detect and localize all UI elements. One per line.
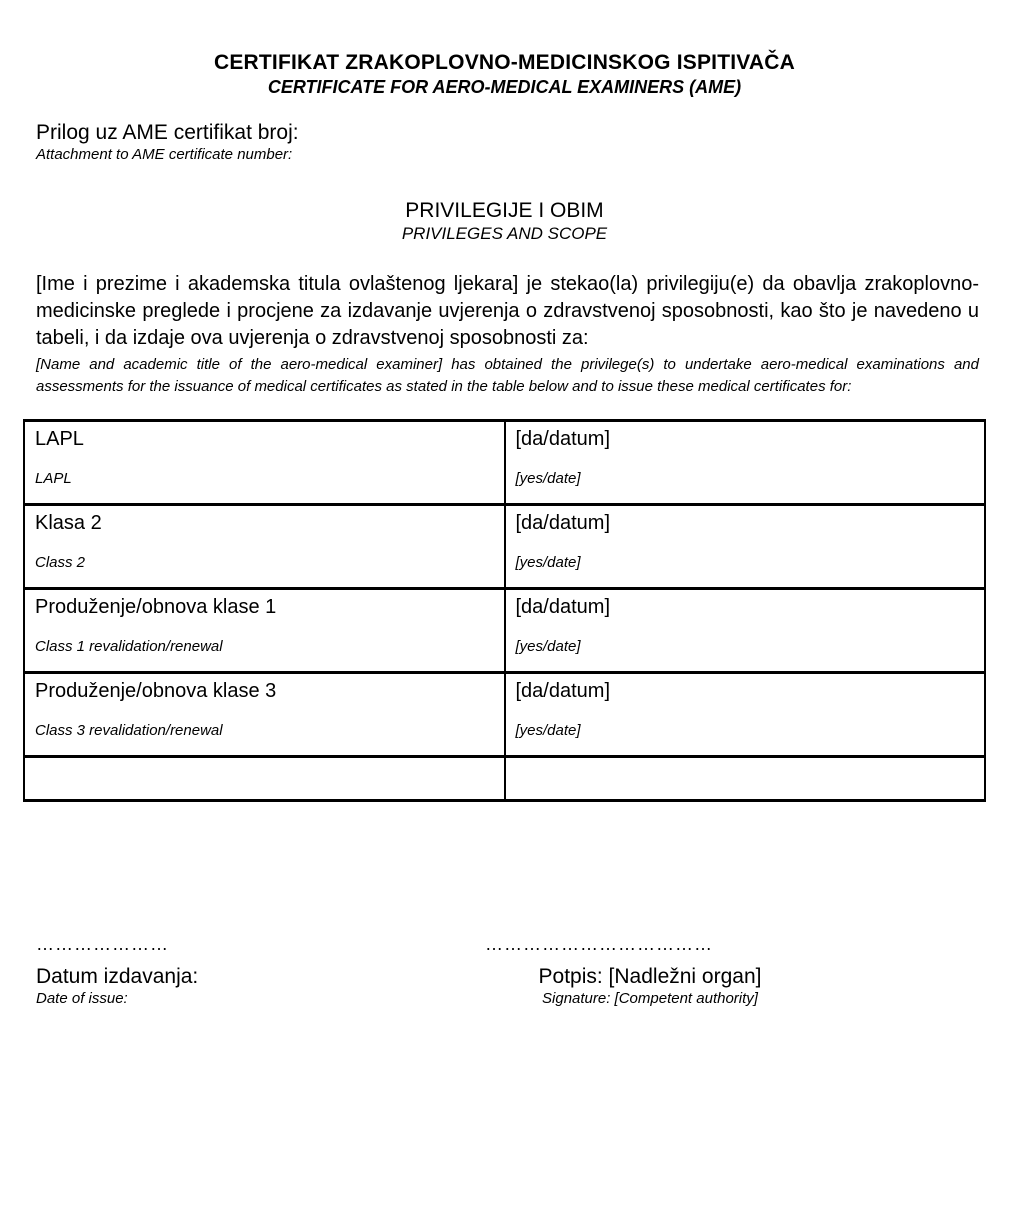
signature-label: Potpis: [Nadležni organ] bbox=[538, 965, 762, 988]
date-of-issue-label-en: Date of issue: bbox=[36, 990, 128, 1007]
privilege-label-en: Class 1 revalidation/renewal bbox=[35, 638, 223, 655]
privilege-label: Produženje/obnova klase 1 bbox=[35, 596, 277, 618]
section-title: PRIVILEGIJE I OBIM bbox=[405, 199, 604, 222]
value-label: [da/datum] bbox=[515, 428, 611, 450]
value-label-en: [yes/date] bbox=[515, 554, 581, 571]
privilege-cell bbox=[24, 421, 505, 505]
intro-paragraph-en: [Name and academic title of the aero-medical examiner] has obtained the privilege(s) to undertake aero-medical examinations and assessments for the issuance of medical certificates as stated in the table below and to issue these medical certificates for: bbox=[36, 356, 979, 395]
intro-paragraph: [Ime i prezime i akademska titula ovlaštenog ljekara] je stekao(la) privilegiju(e) da obavlja zrakoplovno-medicinske preglede i procjene za izdavanje uvjerenja o zdravstvenoj sposobnosti, kao što je navedeno u tabeli, i da izdaje ova uvjerenja o zdravstvenoj sposobnosti za: bbox=[36, 273, 979, 349]
document-header bbox=[0, 0, 1009, 98]
privileges-section-heading bbox=[0, 198, 1009, 244]
date-dots-line: ………………… bbox=[36, 934, 169, 954]
signature-label-en: Signature: [Competent authority] bbox=[542, 990, 758, 1007]
section-title-en: PRIVILEGES AND SCOPE bbox=[401, 224, 608, 243]
privilege-label-en: Class 3 revalidation/renewal bbox=[35, 722, 223, 739]
table-row-lapl bbox=[24, 421, 985, 505]
privilege-label: LAPL bbox=[35, 428, 84, 450]
privilege-cell bbox=[24, 757, 505, 801]
value-label-en: [yes/date] bbox=[515, 638, 581, 655]
privilege-cell bbox=[24, 505, 505, 589]
attachment-number-label-en: Attachment to AME certificate number: bbox=[36, 146, 293, 163]
document-title: CERTIFIKAT ZRAKOPLOVNO-MEDICINSKOG ISPITIVAČA bbox=[213, 51, 796, 74]
value-label: [da/datum] bbox=[515, 680, 611, 702]
value-label-en: [yes/date] bbox=[515, 722, 581, 739]
privilege-label-en: Class 2 bbox=[35, 554, 86, 571]
privileges-table bbox=[23, 419, 986, 802]
attachment-number-label: Prilog uz AME certifikat broj: bbox=[36, 121, 299, 144]
attachment-number-block bbox=[36, 120, 979, 164]
value-label: [da/datum] bbox=[515, 512, 611, 534]
signature-dots-line: ……………………………… bbox=[485, 934, 713, 954]
value-cell bbox=[505, 421, 986, 505]
privilege-label-en: LAPL bbox=[35, 470, 72, 487]
table-row-class2 bbox=[24, 505, 985, 589]
table-row-class3-revalidation bbox=[24, 673, 985, 757]
table-row-class1-revalidation bbox=[24, 589, 985, 673]
date-of-issue-label: Datum izdavanja: bbox=[36, 965, 199, 988]
value-label-en: [yes/date] bbox=[515, 470, 581, 487]
table-row-empty bbox=[24, 757, 985, 801]
value-cell bbox=[505, 505, 986, 589]
signature-block bbox=[485, 934, 815, 1008]
date-of-issue-block bbox=[36, 934, 485, 1008]
privilege-cell bbox=[24, 673, 505, 757]
privilege-cell bbox=[24, 589, 505, 673]
intro-block bbox=[36, 271, 979, 398]
signature-footer bbox=[0, 934, 1009, 1008]
document-title-en: CERTIFICATE FOR AERO-MEDICAL EXAMINERS (AME) bbox=[267, 77, 742, 97]
privilege-label: Klasa 2 bbox=[35, 512, 102, 534]
value-cell bbox=[505, 589, 986, 673]
value-label: [da/datum] bbox=[515, 596, 611, 618]
value-cell bbox=[505, 757, 986, 801]
privilege-label: Produženje/obnova klase 3 bbox=[35, 680, 277, 702]
value-cell bbox=[505, 673, 986, 757]
